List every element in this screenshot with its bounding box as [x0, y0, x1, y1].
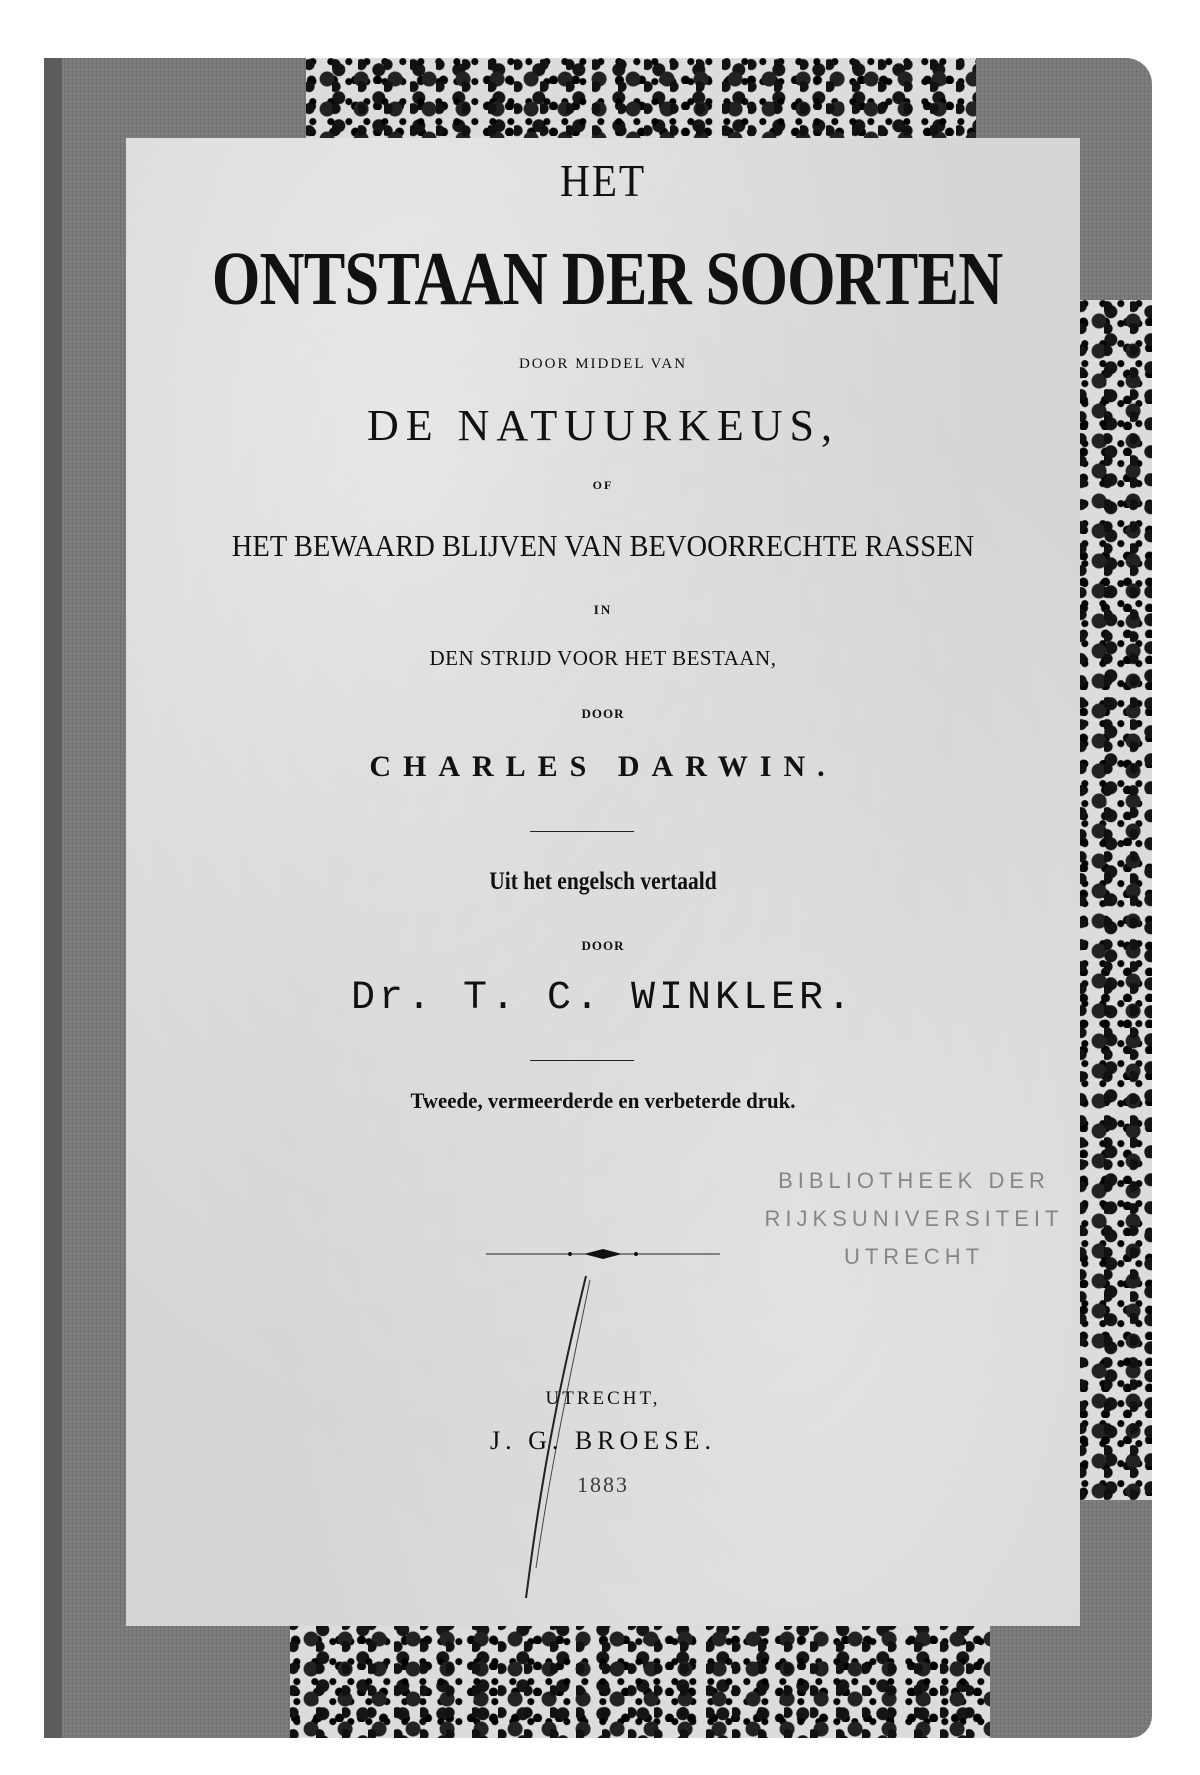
book-spine-edge [44, 58, 62, 1738]
strijd-line: DEN STRIJD VOOR HET BESTAAN, [429, 646, 777, 670]
translated-line: Uit het engelsch vertaald [489, 868, 717, 895]
author-name: CHARLES DARWIN. [369, 750, 837, 783]
main-title: ONTSTAAN DER SOORTEN [211, 237, 1003, 321]
divider-rule [530, 1060, 634, 1061]
marbled-paper-right [1078, 300, 1152, 1500]
title-het: HET [560, 155, 646, 206]
stamp-line: BIBLIOTHEEK DER [778, 1168, 1050, 1193]
library-stamp [754, 1162, 1074, 1276]
door-author-label: DOOR [581, 706, 625, 721]
title-page [126, 138, 1080, 1626]
natuurkeus-line: DE NATUURKEUS, [367, 401, 839, 450]
translator-name: Dr. T. C. WINKLER. [350, 976, 856, 1021]
of-word: OF [592, 478, 614, 492]
publication-year: 1883 [577, 1472, 629, 1497]
ornament-rule [486, 1248, 720, 1260]
door-middel-van: DOOR MIDDEL VAN [518, 356, 688, 372]
marbled-paper-top [306, 58, 976, 142]
edition-line: Tweede, vermeerderde en verbeterde druk. [410, 1088, 796, 1113]
stamp-line: UTRECHT [843, 1244, 985, 1269]
publisher-name: J. G. BROESE. [489, 1426, 717, 1455]
subtitle: HET BEWAARD BLIJVEN VAN BEVOORRECHTE RASSEN [231, 528, 975, 563]
in-word: IN [593, 602, 613, 617]
publication-place: UTRECHT, [545, 1388, 661, 1409]
divider-rule [530, 831, 634, 832]
stamp-line: RIJKSUNIVERSITEIT [764, 1206, 1064, 1231]
marbled-paper-bottom [290, 1618, 990, 1738]
door-translator-label: DOOR [581, 938, 625, 953]
